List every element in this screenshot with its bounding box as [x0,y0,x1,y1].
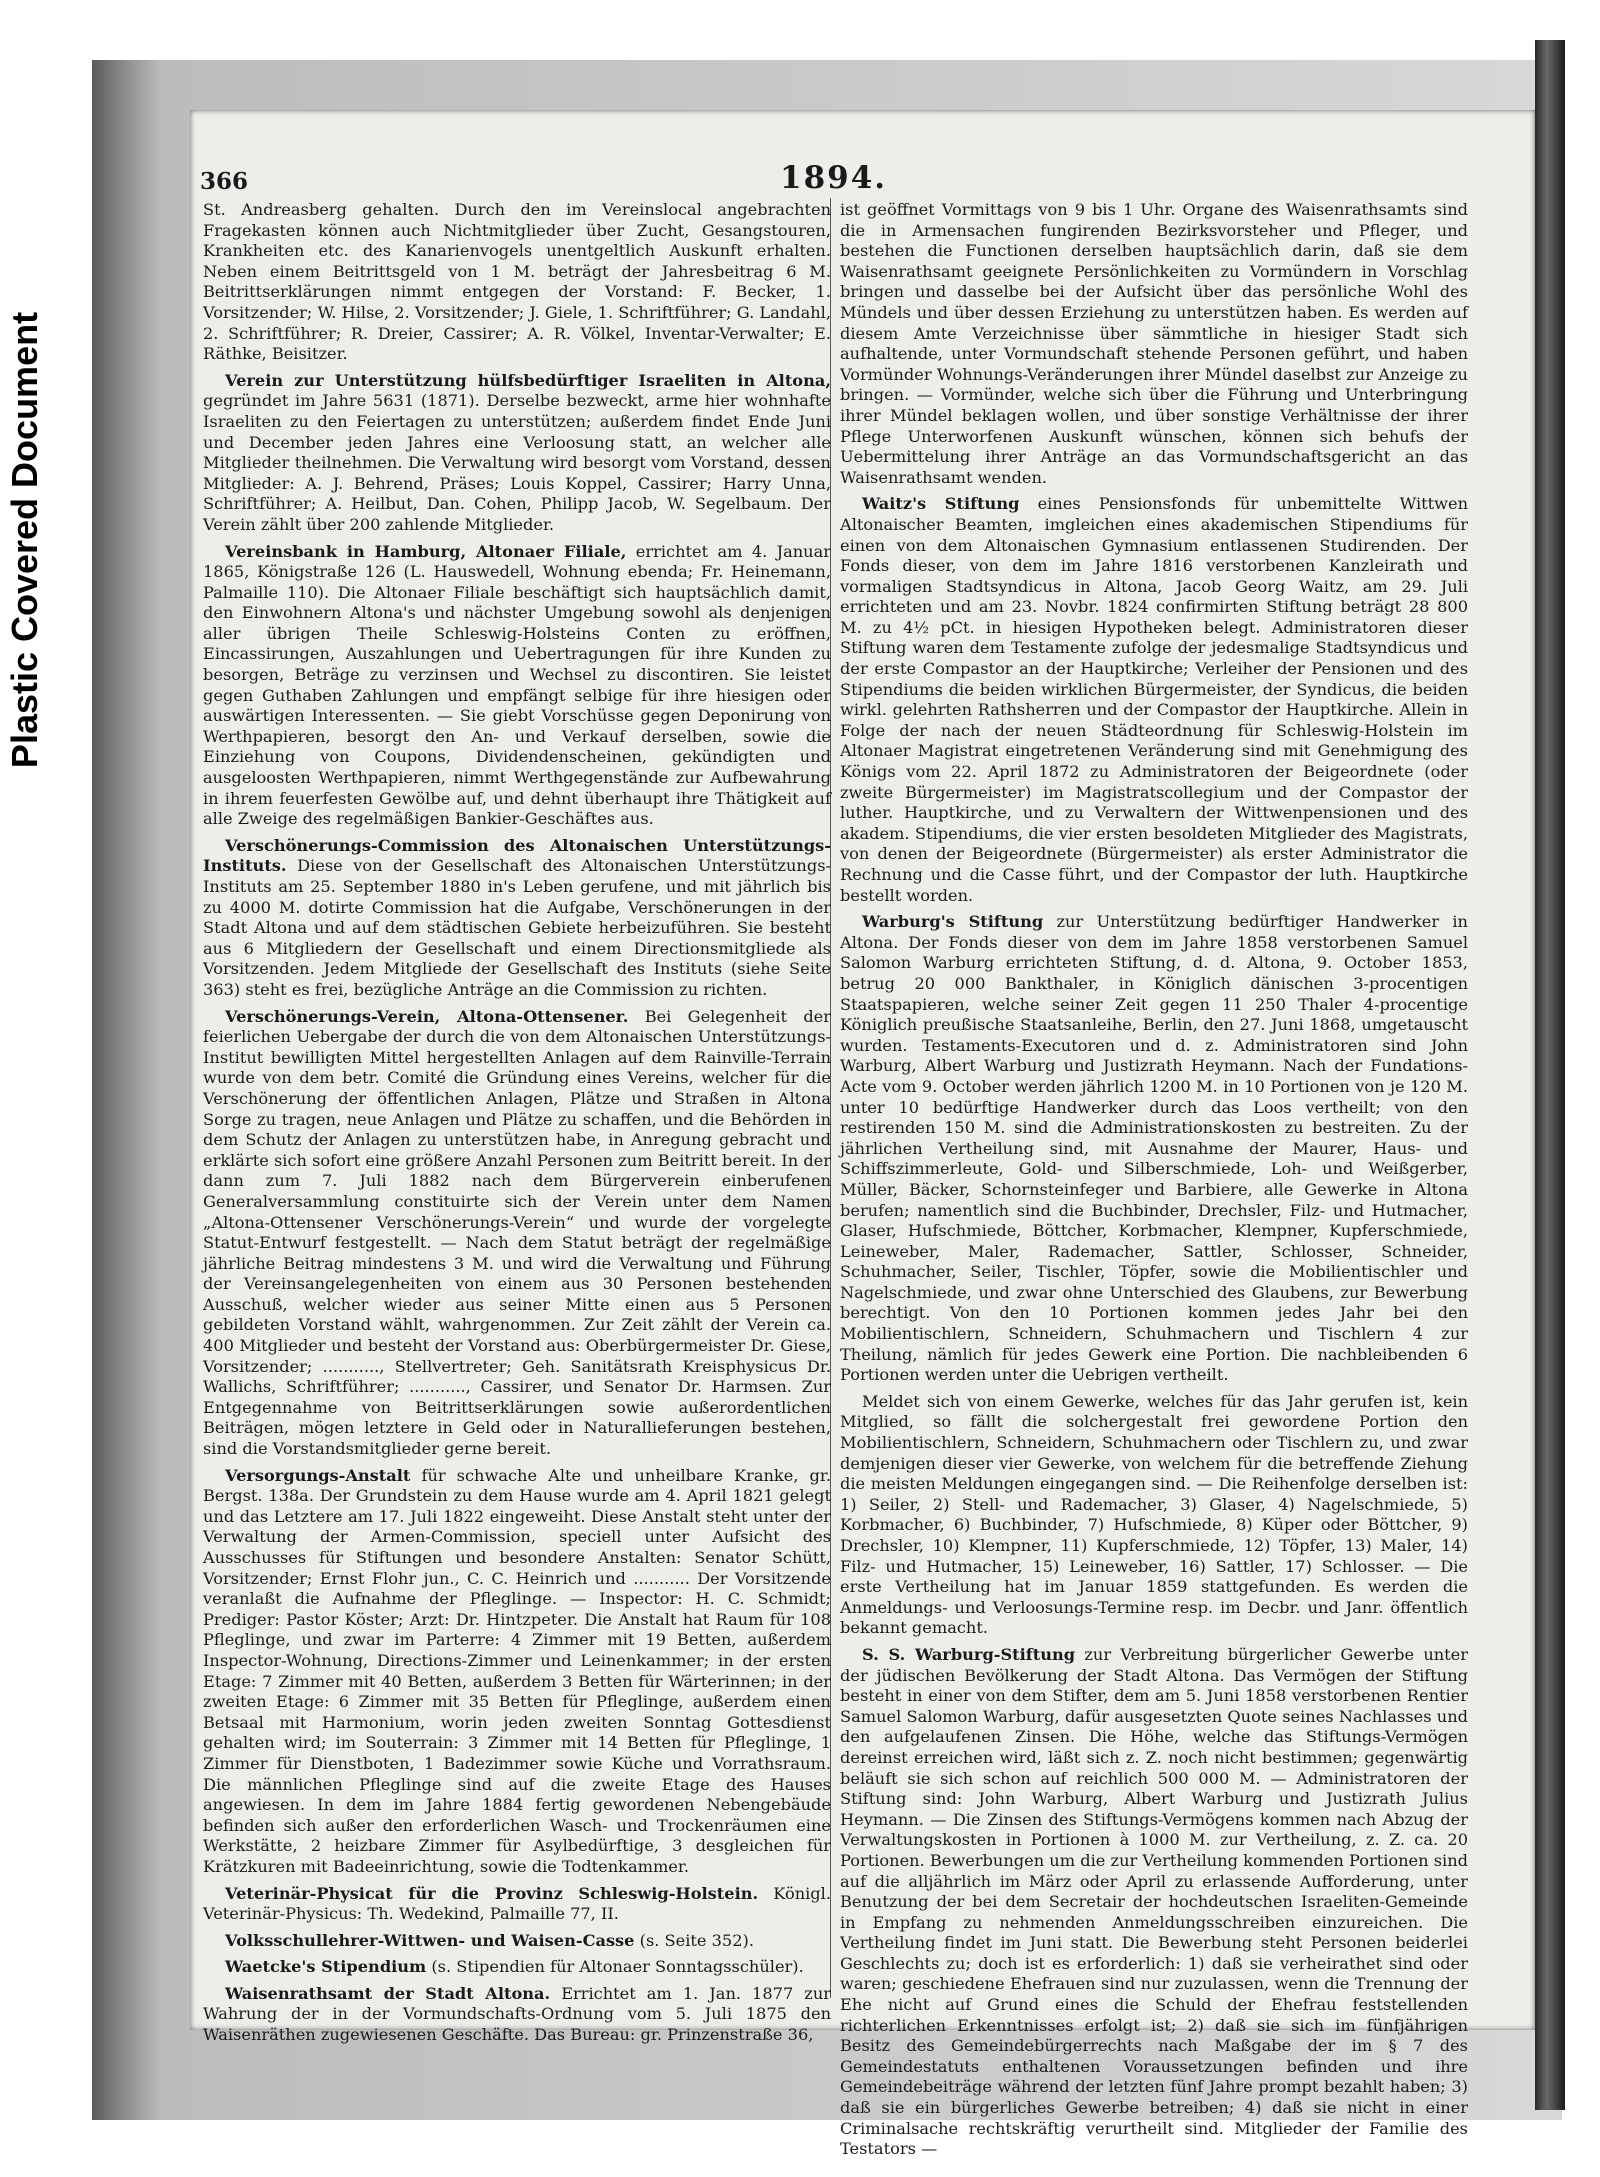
entry-heading: Volksschullehrer-Wittwen- und Waisen-Casse [225,1930,635,1950]
entry [840,1645,1468,2160]
entry-heading: Warburg's Stiftung [862,912,1044,932]
entry-text: Diese von der Gesellschaft des Altonaischen Unterstützungs-Instituts am 25. September 1880 in's Leben gerufene, und mit jährlich bis zu 4000 M. dotirte Commission hat die Aufgabe, Verschönerungen in der Stadt Altona und auf dem städtischen Gebiete herbeizuführen. Sie besteht aus 6 Mitgliedern der Gesellschaft und einem Directionsmitgliede als Vorsitzenden. Jedem Mitgliede der Gesellschaft des Instituts (siehe Seite 363) steht es frei, bezügliche Anträge an die Commission zu richten. [203,856,831,999]
entry-heading: Waisenrathsamt der Stadt Altona. [225,1983,551,2003]
entry-heading: Veterinär-Physicat für die Provinz Schleswig-Holstein. [225,1883,759,1903]
entry-heading: Waitz's Stiftung [862,494,1020,514]
entry-text: eines Pensionsfonds für unbemittelte Wittwen Altonaischer Beamten, imgleichen eines akademischen Stipendiums für einen von dem Altonaischen Gymnasium entlassenen Studirenden. Der Fonds dieser, von dem im Jahre 1816 verstorbenen Kanzleirath und vormaligen Stadtsyndicus in Altona, Jacob Georg Waitz, am 29. Juli errichteten und am 23. Novbr. 1824 confirmirten Stiftung beträgt 28 800 M. zu 4½ pCt. in hiesigen Hypotheken belegt. Administratoren dieser Stiftung waren dem Testamente zufolge der jedesmalige Stadtsyndicus und der erste Compastor an der Hauptkirche; Verleiher der Pensionen und des Stipendiums die beiden wirklichen Bürgermeister, der Syndicus, die beiden wirkl. gelehrten Rathsherren und der Compastor der Hauptkirche. Allein in Folge der nach der neuen Städteordnung für Schleswig-Holstein im Altonaer Magistrat eingetretenen Veränderung sind mit Genehmigung des Königs vom 22. April 1872 zu Administratoren der Beigeordnete (oder zweite Bürgermeister) im Magistratscollegium und der Compastor der luther. Hauptkirche, und zu Verwaltern der Wittwenpensionen und des akadem. Stipendiums, die vier ersten besoldeten Mitglieder des Magistrats, von denen der Beigeordnete (Bürgermeister) als erster Administrator die Rechnung und die Casse führt, und der Compastor der luth. Hauptkirche bestellt worden. [840,494,1468,905]
entry-text: Errichtet am 1. Jan. 1877 zur Wahrung der in der Vormundschafts-Ordnung vom 5. Juli 1875 den Waisenräthen zugewiesenen Geschäfte. Das Bureau: gr. Prinzenstraße 36, [203,1983,831,2045]
entry-heading: Vereinsbank in Hamburg, Altonaer Filiale, [225,541,627,561]
entry [203,200,831,365]
entry-heading: Verschönerungs-Verein, Altona-Ottensener. [225,1006,629,1026]
entry [203,1984,831,2046]
entry [840,200,1468,488]
entry-text: Bei Gelegenheit der feierlichen Uebergabe der durch die von dem Altonaischen Unterstützungs-Institut bewilligten Mittel hergestellten Anlagen auf dem Rainville-Terrain wurde von dem betr. Comité die Gründung eines Vereins, welcher für die Verschönerung der öffentlichen Anlagen, Plätze und Straßen in Altona Sorge zu tragen, neue Anlagen und Plätze zu schaffen, und die Behörden in dem Schutz der Anlagen zu unterstützen habe, in Anregung gebracht und erklärte sich sofort eine größere Anzahl Personen zum Beitritt bereit. In der dann zum 7. Juli 1882 nach dem Bürgerverein einberufenen Generalversammlung constituirte sich der Verein unter dem Namen „Altona-Ottensener Verschönerungs-Verein“ und wurde der vorgelegte Statut-Entwurf festgestellt. — Nach dem Statut beträgt der regelmäßige jährliche Beitrag mindestens 3 M. und wird die Verwaltung und Führung der Vereinsangelegenheiten von einem aus 30 Personen bestehenden Ausschuß, welcher wieder aus seiner Mitte einen aus 5 Personen gebildeten Vorstand wählt, wahrgenommen. Zur Zeit zählt der Verein ca. 400 Mitglieder und besteht der Vorstand aus: Oberbürgermeister Dr. Giese, Vorsitzender; ..........., Stellvertreter; Geh. Sanitätsrath Kreisphysicus Dr. Wallichs, Schriftführer; ..........., Cassirer, und Senator Dr. Harmsen. Zur Entgegennahme von Beitrittserklärungen sowie außerordentlichen Beiträgen, mögen letztere in Geld oder in Naturallieferungen bestehen, sind die Vorstandsmitglieder gerne bereit. [203,1006,831,1459]
entry [840,1392,1468,1639]
entry-heading: Waetcke's Stipendium [225,1957,427,1977]
page-year: 1894. [780,160,888,196]
right-column [840,200,1468,2166]
entry-text: (s. Seite 352). [639,1930,754,1950]
entry [203,1884,831,1925]
entry-heading: Verein zur Unterstützung hülfsbedürftiger Israeliten in Altona, [225,370,831,390]
entry [203,371,831,536]
entry [203,1931,831,1952]
entry [203,1957,831,1978]
entry [840,494,1468,906]
entry-text: gegründet im Jahre 5631 (1871). Derselbe bezweckt, arme hier wohnhafte Israeliten zu den Feiertagen zu unterstützen; außerdem findet Ende Juni und December jeden Jahres eine Verloosung statt, an welcher alle Mitglieder theilnehmen. Die Verwaltung wird besorgt vom Vorstand, dessen Mitglieder: A. J. Behrend, Präses; Louis Koppel, Cassirer; Harry Unna, Schriftführer; A. Heilbut, Dan. Cohen, Philipp Jacob, W. Segelbaum. Der Verein zählt über 200 zahlende Mitglieder. [203,391,831,534]
entry [203,542,831,830]
entry-text: errichtet am 4. Januar 1865, Königstraße 126 (L. Hauswedell, Wohnung ebenda; Fr. Heinemann, Palmaille 110). Die Altonaer Filiale beschäftigt sich hauptsächlich damit, den Einwohnern Altona's und nächster Umgebung sowohl als denjenigen aller übrigen Theile Schleswig-Holsteins Conten zu eröffnen, Eincassirungen, Auszahlungen und Uebertragungen für ihre Kunden zu besorgen, Beträge zu verzinsen und Wechsel zu discontiren. Sie leistet gegen Guthaben Zahlungen und empfängt selbige für ihre hiesigen oder auswärtigen Interessenten. — Sie giebt Vorschüsse gegen Deponirung von Werthpapieren, besorgt den An- und Verkauf derselben, sowie die Einziehung von Coupons, Dividendenscheinen, gekündigten und ausgeloosten Werthpapieren, nimmt Werthgegenstände zur Aufbewahrung in ihrem feuerfesten Gewölbe auf, und dehnt überhaupt ihre Thätigkeit auf alle Zweige des regelmäßigen Bankier-Geschäftes aus. [203,541,832,829]
entry-heading: S. S. Warburg-Stiftung [862,1644,1076,1664]
entry-text: ist geöffnet Vormittags von 9 bis 1 Uhr. Organe des Waisenrathsamts sind die in Armensachen fungirenden Bezirksvorsteher und Pfleger, und bestehen die Functionen derselben hauptsächlich darin, daß sie dem Waisenrathsamt geeignete Persönlichkeiten zu Vormündern in Vorschlag bringen und dasselbe bei der Aufsicht über das persönliche Wohl des Mündels und über dessen Erziehung zu unterstützen haben. Es werden auf diesem Amte Verzeichnisse über sämmtliche in hiesiger Stadt sich aufhaltende, unter Vormundschaft stehende Personen geführt, und haben Vormünder Wohnungs-Veränderungen ihrer Mündel daselbst zur Anzeige zu bringen. — Vormünder, welche sich über die Führung und Unterbringung ihrer Mündel beklagen wollen, und über sonstige Verhältnisse der ihrer Pflege Unterworfenen Auskunft wünschen, können sich behufs der Uebermittelung ihrer Anträge an das Vormundschaftsgericht an das Waisenrathsamt wenden. [840,200,1468,487]
entry-text: St. Andreasberg gehalten. Durch den im Vereinslocal angebrachten Fragekasten können auch Nichtmitglieder über Zucht, Gesangstouren, Krankheiten etc. des Kanarienvogels unentgeltlich Auskunft erhalten. Neben einem Beitrittsgeld von 1 M. beträgt der Jahresbeitrag 6 M. Beitrittserklärungen nimmt entgegen der Vorstand: F. Becker, 1. Vorsitzender; W. Hilse, 2. Vorsitzender; J. Giele, 1. Schriftführer; G. Landahl, 2. Schriftführer; R. Dreier, Cassirer; A. R. Völkel, Inventar-Verwalter; E. Räthke, Beisitzer. [203,200,831,364]
entry-text: Königl. Veterinär-Physicus: Th. Wedekind, Palmaille 77, II. [203,1883,831,1924]
document-label-text: Plastic Covered Document [4,311,46,769]
entry-text: zur Unterstützung bedürftiger Handwerker in Altona. Der Fonds dieser von dem im Jahre 1858 verstorbenen Samuel Salomon Warburg errichteten Stiftung, d. d. Altona, 9. October 1853, betrug 20 000 Bankthaler, in Königlich dänischen 3-procentigen Staatspapieren, welche seiner Zeit gegen 11 250 Thaler 4-procentige Königlich preußische Staatsanleihe, Berlin, den 27. Juni 1868, umgetauscht wurden. Testaments-Executoren und d. z. Administratoren sind John Warburg, Albert Warburg und Justizrath Heymann. Nach der Fundations-Acte vom 9. October werden jährlich 1200 M. in 10 Portionen von je 120 M. unter 10 bedürftige Handwerker durch das Loos vertheilt; von den restirenden 150 M. sind die Administrationskosten zu bestreiten. Zu der jährlichen Vertheilung sind, mit Ausnahme der Maurer, Haus- und Schiffszimmerleute, Gold- und Silberschmiede, Loh- und Weißgerber, Müller, Bäcker, Schornsteinfeger und Barbiere, alle Gewerke in Altona berufen; namentlich sind die Buchbinder, Drechsler, Filz- und Hutmacher, Glaser, Hufschmiede, Böttcher, Korbmacher, Klempner, Kupferschmiede, Leineweber, Maler, Rademacher, Sattler, Schlosser, Schneider, Schuhmacher, Seiler, Tischler, Töpfer, sowie die Mobilientischler und Nagelschmiede, und zwar ohne Unterschied des Glaubens, zur Bewerbung berechtigt. Von den 10 Portionen kommen jedes Jahr bei den Mobilientischlern, Schneidern, Schuhmachern und Tischlern 4 zur Theilung, nämlich für jedes Gewerk eine Portion. Die nachbleibenden 6 Portionen werden unter die Uebrigen vertheilt. [840,912,1468,1385]
entry [203,1007,831,1460]
entry [840,912,1468,1386]
entry-text: zur Verbreitung bürgerlicher Gewerbe unter der jüdischen Bevölkerung der Stadt Altona. Das Vermögen der Stiftung besteht in einer von dem Stifter, dem am 5. Juni 1858 verstorbenen Rentier Samuel Salomon Warburg, dafür ausgesetzten Quote seines Nachlasses und den aufgelaufenen Zinsen. Die Höhe, welche das Stiftungs-Vermögen dereinst erreichen wird, läßt sich z. Z. noch nicht bestimmen; gegenwärtig beläuft sie sich schon auf reichlich 500 000 M. — Administratoren der Stiftung sind: John Warburg, Albert Warburg und Justizrath Julius Heymann. — Die Zinsen des Stiftungs-Vermögens kommen nach Abzug der Verwaltungskosten in Portionen à 1000 M. zur Vertheilung, z. Z. ca. 20 Portionen. Bewerbungen um die zur Vertheilung kommenden Portionen sind auf die alljährlich im März oder April zu erlassende Aufforderung, unter Benutzung der bei dem Secretair der hochdeutschen Israeliten-Gemeinde in Empfang zu nehmenden Anmeldungsschreiben einzureichen. Die Vertheilung findet im Juni statt. Die Bewerbung steht Personen beiderlei Geschlechts zu; doch ist es erforderlich: 1) daß sie verheirathet sind oder waren; geschiedene Ehefrauen sind nur zuzulassen, wenn die Trennung der Ehe nicht auf Grund eines die Schuld der Ehefrau feststellenden richterlichen Erkenntnisses erfolgt ist; 2) daß sie sich im fünfjährigen Besitz des Gemeindebürgerrechts nach Maßgabe der im § 7 des Gemeindestatuts enthaltenen Voraussetzungen befinden und ihre Gemeindebeiträge während der letzten fünf Jahre prompt bezahlt haben; 3) daß sie ein bürgerliches Gewerbe betreiben; 4) daß sie nicht in einer Criminalsache rechtskräftig verurtheilt sind. Mitglieder der Familie des Testators — [840,1644,1468,2159]
entry-text: Meldet sich von einem Gewerke, welches für das Jahr gerufen ist, kein Mitglied, so fällt die solchergestalt frei gewordene Portion den Mobilientischlern, Schneidern, Schuhmachern oder Tischlern zu, und zwar demjenigen dieser vier Gewerke, von welchem für die betreffende Ziehung die meisten Meldungen eingegangen sind. — Die Reihenfolge derselben ist: 1) Seiler, 2) Stell- und Rademacher, 3) Glaser, 4) Nagelschmiede, 5) Korbmacher, 6) Buchbinder, 7) Hufschmiede, 8) Küper oder Böttcher, 9) Drechsler, 10) Klempner, 11) Kupferschmiede, 12) Töpfer, 13) Maler, 14) Filz- und Hutmacher, 15) Leineweber, 16) Sattler, 17) Schlosser. — Die erste Vertheilung hat im Januar 1859 stattgefunden. Es werden die Anmeldungs- und Verloosungs-Termine resp. im Decbr. und Janr. öffentlich bekannt gemacht. [840,1391,1468,1638]
entry-text: (s. Stipendien für Altonaer Sonntagsschüler). [431,1957,804,1977]
entry [203,836,831,1001]
page-number: 366 [200,168,249,195]
entry-heading: Verschönerungs-Commission des Altonaischen Unterstützungs-Instituts. [203,835,831,876]
document-label [0,0,50,1080]
entry-text: für schwache Alte und unheilbare Kranke, gr. Bergst. 138a. Der Grundstein zu dem Hause wurde am 4. April 1821 gelegt und das Letztere am 17. Juli 1822 eingeweiht. Diese Anstalt steht unter der Verwaltung der Armen-Commission, speciell unter Aufsicht des Ausschusses für Stiftungen und besondere Anstalten: Senator Schütt, Vorsitzender; Ernst Flohr jun., C. C. Heinrich und ........... Der Vorsitzende veranlaßt die Aufnahme der Pfleglinge. — Inspector: H. C. Schmidt; Prediger: Pastor Köster; Arzt: Dr. Hintzpeter. Die Anstalt hat Raum für 108 Pfleglinge, und zwar im Parterre: 4 Zimmer mit 19 Betten, außerdem Inspector-Wohnung, Directions-Zimmer und Leinenkammer; in der ersten Etage: 7 Zimmer mit 40 Betten, außerdem 3 Betten für Wärterinnen; in der zweiten Etage: 6 Zimmer mit 35 Betten für Pfleglinge, außerdem einen Betsaal mit Harmonium, worin jeden zweiten Sonntag Gottesdienst gehalten wird; im Souterrain: 3 Zimmer mit 14 Betten für Pfleglinge, 1 Zimmer für Dienstboten, 1 Badezimmer sowie Küche und Vorrathsraum. Die männlichen Pfleglinge sind auf die zweite Etage des Hauses angewiesen. In dem im Jahre 1884 fertig gewordenen Nebengebäude befinden sich außer den erforderlichen Wasch- und Trockenräumen eine Werkstätte, 2 heizbare Zimmer für Asylbedürftige, 3 desgleichen für Krätzkuren mit Badeeinrichtung, sowie die Todtenkammer. [203,1465,831,1876]
entry-heading: Versorgungs-Anstalt [225,1465,411,1485]
entry [203,1466,831,1878]
page-edge [1535,40,1565,2110]
left-column [203,200,831,2052]
